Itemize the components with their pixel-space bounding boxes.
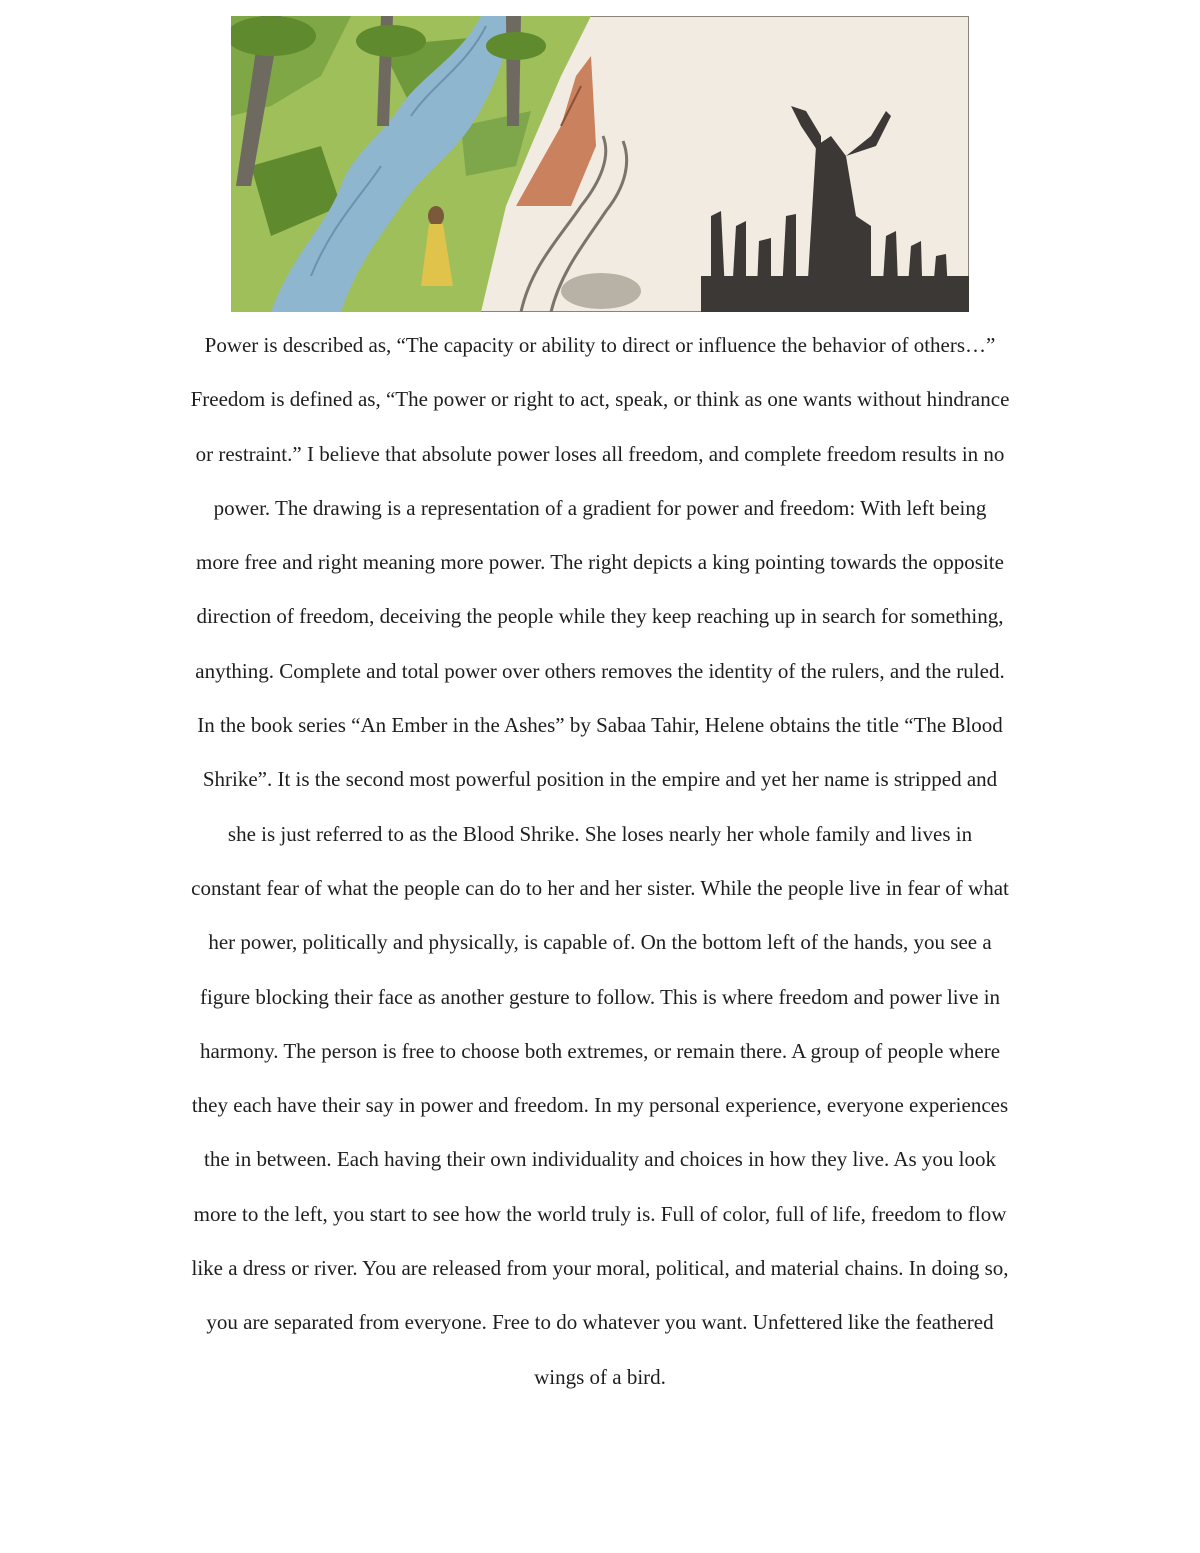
essay-line: figure blocking their face as another gesture to follow. This is where freedom and power live in [199, 984, 1001, 1009]
essay-line: power. The drawing is a representation of a gradient for power and freedom: With left being [213, 495, 987, 520]
essay-line: more to the left, you start to see how the world truly is. Full of color, full of life, freedom to flow [193, 1201, 1007, 1226]
essay-line: or restraint.” I believe that absolute power loses all freedom, and complete freedom results in no [195, 441, 1005, 466]
essay-text [120, 318, 1080, 1404]
essay-line: Shrike”. It is the second most powerful position in the empire and yet her name is stripped and [202, 767, 998, 792]
essay-line: In the book series “An Ember in the Ashes” by Sabaa Tahir, Helene obtains the title “The Blood [197, 713, 1003, 738]
essay-line: like a dress or river. You are released from your moral, political, and material chains. In doing so, [191, 1256, 1009, 1281]
essay-line: anything. Complete and total power over others removes the identity of the rulers, and the ruled. [195, 658, 1005, 683]
essay-line: her power, politically and physically, is capable of. On the bottom left of the hands, you see a [208, 930, 992, 955]
drawing-image [231, 16, 969, 312]
essay-line: Power is described as, “The capacity or ability to direct or influence the behavior of others…” [204, 333, 996, 357]
essay-line: she is just referred to as the Blood Shrike. She loses nearly her whole family and lives in [227, 821, 973, 846]
essay-line: more free and right meaning more power. The right depicts a king pointing towards the opposite [196, 550, 1004, 575]
essay-line: you are separated from everyone. Free to do whatever you want. Unfettered like the feathered [206, 1310, 994, 1335]
essay-line: they each have their say in power and freedom. In my personal experience, everyone experiences [191, 1093, 1009, 1118]
essay-line: direction of freedom, deceiving the people while they keep reaching up in search for something, [196, 604, 1004, 629]
essay-line: wings of a bird. [534, 1364, 666, 1389]
essay-line: harmony. The person is free to choose both extremes, or remain there. A group of people where [199, 1038, 1001, 1063]
essay-line: constant fear of what the people can do to her and her sister. While the people live in fear of what [191, 875, 1009, 900]
essay-line: the in between. Each having their own individuality and choices in how they live. As you look [203, 1147, 996, 1172]
essay-line: Freedom is defined as, “The power or right to act, speak, or think as one wants without hindrance [190, 387, 1010, 412]
